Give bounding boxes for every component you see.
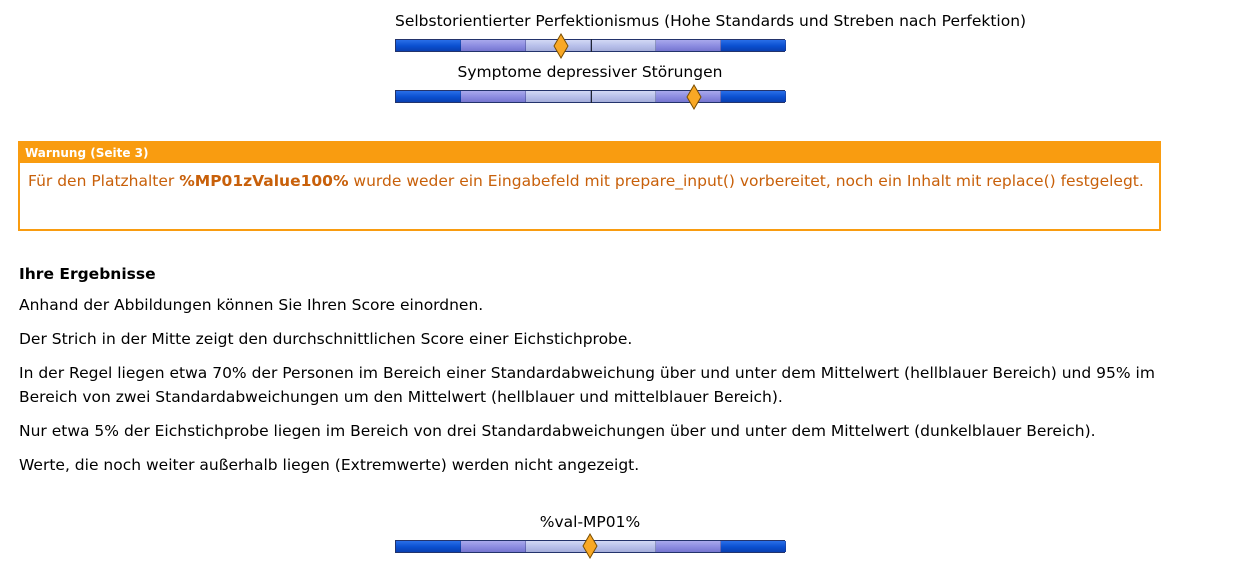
- mean-line: [591, 90, 592, 103]
- segment-2sd-low: [461, 541, 526, 552]
- segment-2sd-high: [656, 541, 721, 552]
- results-paragraph: Der Strich in der Mitte zeigt den durchschnittlichen Score einer Eichstichprobe.: [19, 330, 633, 348]
- warning-box: [18, 141, 1161, 231]
- score-marker-icon: [686, 84, 702, 110]
- warning-header: Warnung (Seite 3): [20, 143, 1159, 163]
- scale-bar-perfektionismus: [395, 39, 785, 52]
- segment-3sd-high: [721, 91, 786, 102]
- segment-1sd-low: [526, 91, 591, 102]
- warning-text-before: Für den Platzhalter: [28, 172, 180, 190]
- results-paragraph: In der Regel liegen etwa 70% der Personen im Bereich einer Standardabweichung über und unter dem Mittelwert (hellblauer Bereich) und 95% im Bereich von zwei Standardabweichungen um den Mittelwert (hellblauer und mittelblauer Bereich).: [19, 364, 1155, 406]
- results-section: [19, 264, 1169, 487]
- scale-title-depression: Symptome depressiver Störungen: [457, 63, 723, 81]
- segment-3sd-low: [396, 541, 461, 552]
- warning-placeholder: %MP01zValue100%: [179, 172, 349, 190]
- score-marker-icon: [553, 33, 569, 59]
- segment-1sd-high: [591, 541, 656, 552]
- scale-title-perfektionismus: Selbstorientierter Perfektionismus (Hohe Standards und Streben nach Perfektion): [395, 12, 1027, 30]
- segment-1sd-high: [591, 40, 656, 51]
- scale-title-bottom: %val-MP01%: [539, 513, 641, 531]
- segment-3sd-high: [721, 541, 786, 552]
- results-paragraph: Nur etwa 5% der Eichstichprobe liegen im Bereich von drei Standardabweichungen über und unter dem Mittelwert (dunkelblauer Bereich).: [19, 422, 1096, 440]
- score-marker-icon: [582, 533, 598, 559]
- results-paragraph: Anhand der Abbildungen können Sie Ihren Score einordnen.: [19, 296, 484, 314]
- segment-2sd-low: [461, 91, 526, 102]
- segment-2sd-low: [461, 40, 526, 51]
- mean-line: [591, 39, 592, 52]
- segment-1sd-high: [591, 91, 656, 102]
- results-heading: Ihre Ergebnisse: [19, 265, 156, 283]
- segment-3sd-low: [396, 91, 461, 102]
- warning-message: [20, 163, 1159, 194]
- warning-text-after: wurde weder ein Eingabefeld mit prepare_input() vorbereitet, noch ein Inhalt mit replace() festgelegt.: [348, 172, 1144, 190]
- segment-3sd-high: [721, 40, 786, 51]
- scale-bar-depression: [395, 90, 785, 103]
- results-paragraph: Werte, die noch weiter außerhalb liegen (Extremwerte) werden nicht angezeigt.: [19, 456, 640, 474]
- segment-3sd-low: [396, 40, 461, 51]
- segment-2sd-high: [656, 40, 721, 51]
